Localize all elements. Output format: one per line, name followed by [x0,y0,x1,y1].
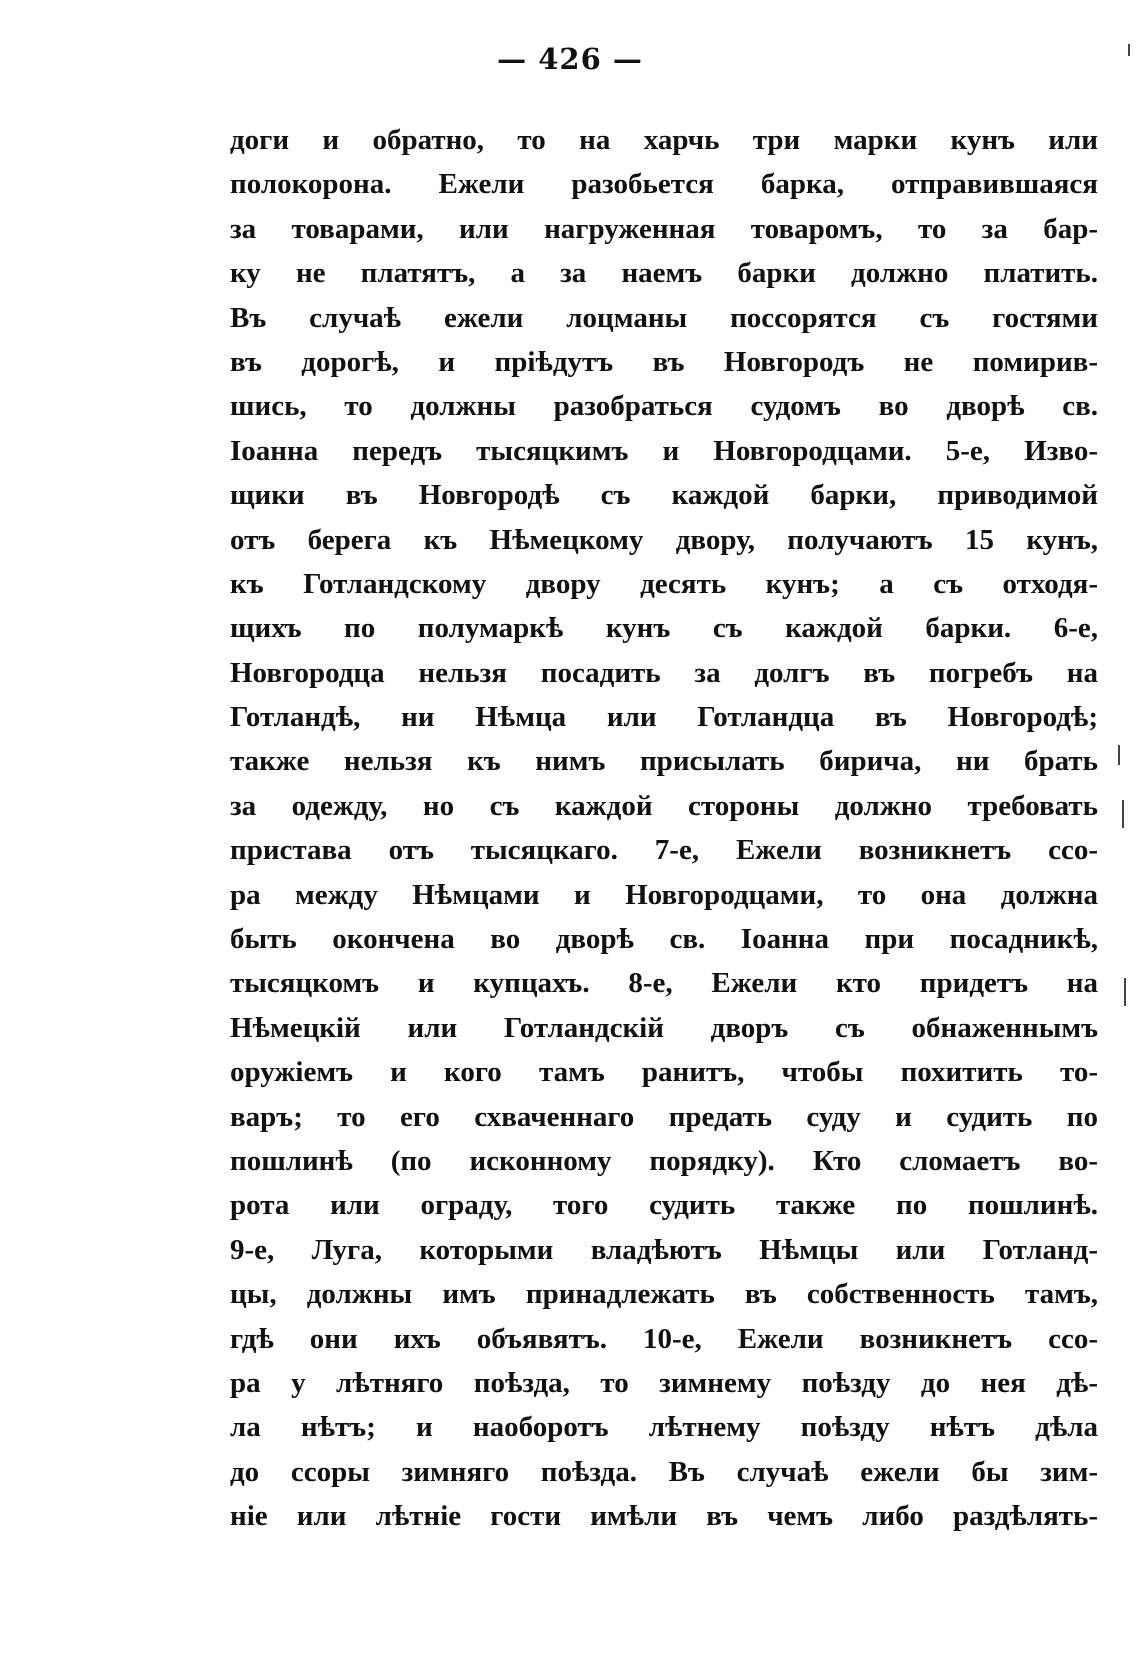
text-line: полокорона. Ежели разобьется барка, отправившаяся [230,168,1098,201]
text-line: Іоанна передъ тысяцкимъ и Новгородцами. 5-е, Изво- [230,434,1098,467]
text-line: цы, должны имъ принадлежать въ собственность тамъ, [230,1278,1098,1311]
text-line: также нельзя къ нимъ присылать бирича, ни брать [230,745,1098,778]
text-line: пристава отъ тысяцкаго. 7-е, Ежели возникнетъ ссо- [230,834,1098,867]
text-line: ра у лѣтняго поѣзда, то зимнему поѣзду до нея дѣ- [230,1366,1098,1399]
text-line: въ дорогѣ, и пріѣдутъ въ Новгородъ не помирив- [230,345,1098,378]
scan-edge-mark [1122,800,1124,828]
scan-edge-mark [1124,978,1126,1006]
text-line: тысяцкомъ и купцахъ. 8-е, Ежели кто придетъ на [230,967,1098,1000]
text-line: Въ случаѣ ежели лоцманы поссорятся съ гостями [230,301,1098,334]
page-number: — 426 — [497,42,643,76]
text-line: ніе или лѣтніе гости имѣли въ чемъ либо раздѣлять- [230,1500,1098,1533]
text-line: за товарами, или нагруженная товаромъ, то за бар- [230,212,1098,245]
text-line: Готландѣ, ни Нѣмца или Готландца въ Новгородѣ; [230,701,1098,734]
text-line: шись, то должны разобраться судомъ во дворѣ св. [230,390,1098,423]
text-line: до ссоры зимняго поѣзда. Въ случаѣ ежели бы зим- [230,1455,1098,1488]
text-line: къ Готландскому двору десять кунъ; а съ отходя- [230,567,1098,600]
text-line: 9-е, Луга, которыми владѣютъ Нѣмцы или Готланд- [230,1233,1098,1266]
text-line: отъ берега къ Нѣмецкому двору, получаютъ 15 кунъ, [230,523,1098,556]
scan-edge-mark [1118,745,1120,765]
text-line: Новгородца нельзя посадить за долгъ въ погребъ на [230,656,1098,689]
text-line: щики въ Новгородѣ съ каждой барки, приводимой [230,479,1098,512]
text-line: Нѣмецкій или Готландскій дворъ съ обнаженнымъ [230,1011,1098,1044]
scan-edge-mark [1128,44,1130,56]
text-line: ра между Нѣмцами и Новгородцами, то она должна [230,878,1098,911]
text-line: быть окончена во дворѣ св. Іоанна при посадникѣ, [230,923,1098,956]
text-line: пошлинѣ (по исконному порядку). Кто сломаетъ во- [230,1144,1098,1177]
text-line: гдѣ они ихъ объявятъ. 10-е, Ежели возникнетъ ссо- [230,1322,1098,1355]
text-line: варъ; то его схваченнаго предать суду и судить по [230,1100,1098,1133]
text-line: ку не платятъ, а за наемъ барки должно платить. [230,257,1098,290]
text-line: рота или ограду, того судить также по пошлинѣ. [230,1189,1098,1222]
text-line: щихъ по полумаркѣ кунъ съ каждой барки. 6-е, [230,612,1098,645]
text-line: оружіемъ и кого тамъ ранитъ, чтобы похитить то- [230,1056,1098,1089]
text-line: доги и обратно, то на харчь три марки кунъ или [230,124,1098,156]
text-line: ла нѣтъ; и наоборотъ лѣтнему поѣзду нѣтъ дѣла [230,1411,1098,1444]
body-text [230,118,1098,1539]
text-line: за одежду, но съ каждой стороны должно требовать [230,789,1098,822]
